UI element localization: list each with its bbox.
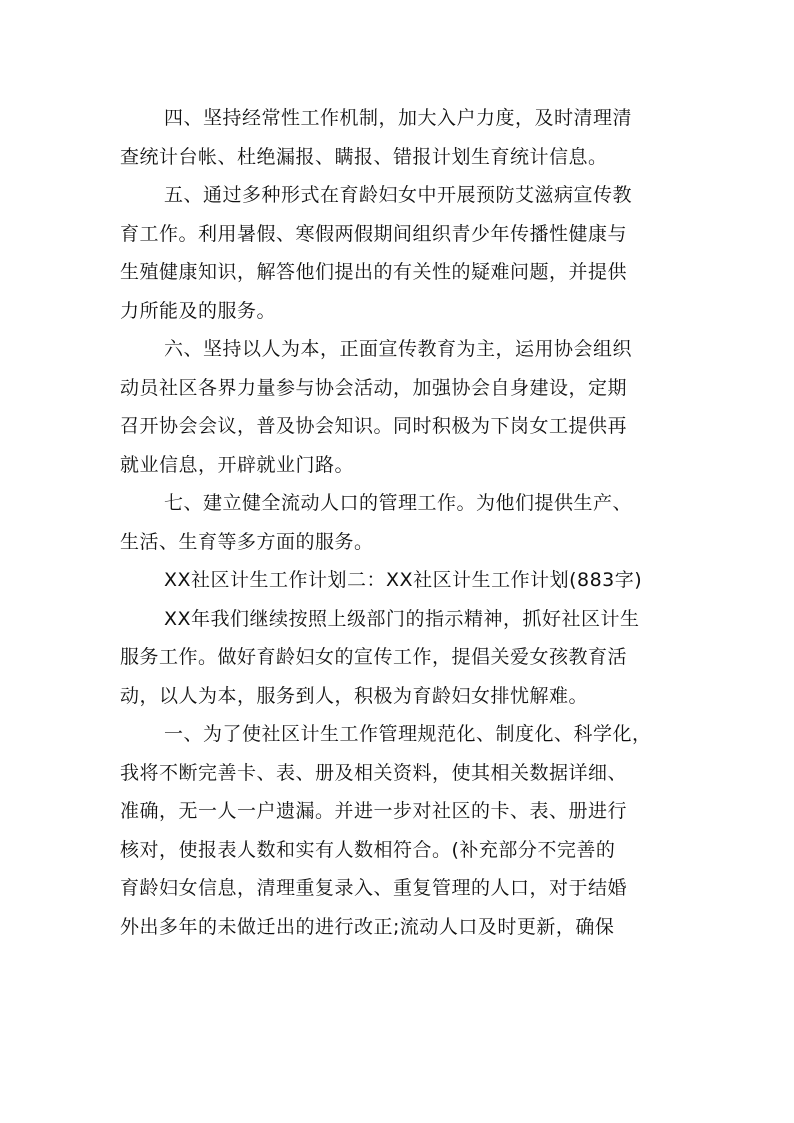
paragraph-line: 育工作。利用暑假、寒假两假期间组织青少年传播性健康与 <box>120 222 628 245</box>
paragraph-line: 外出多年的未做迁出的进行改正;流动人口及时更新，确保 <box>120 915 615 938</box>
document-body <box>120 99 680 946</box>
paragraph-line: 四、坚持经常性工作机制，加大入户力度，及时清理清 <box>164 107 633 129</box>
paragraph-line: 我将不断完善卡、表、册及相关资料，使其相关数据详细、 <box>120 761 628 784</box>
paragraph-line: 五、通过多种形式在育龄妇女中开展预防艾滋病宣传教 <box>164 184 633 206</box>
paragraph-line: 动，以人为本，服务到人，积极为育龄妇女排忧解难。 <box>120 684 589 707</box>
paragraph-line: 准确，无一人一户遗漏。并进一步对社区的卡、表、册进行 <box>120 800 628 822</box>
paragraph-line: 服务工作。做好育龄妇女的宣传工作，提倡关爱女孩教育活 <box>120 646 628 668</box>
paragraph-line: 就业信息，开辟就业门路。 <box>120 453 355 476</box>
paragraph-line: 动员社区各界力量参与协会活动，加强协会自身建设，定期 <box>120 376 628 399</box>
paragraph-line: 查统计台帐、杜绝漏报、瞒报、错报计划生育统计信息。 <box>120 145 608 168</box>
paragraph-line: 生殖健康知识，解答他们提出的有关性的疑难问题，并提供 <box>120 261 628 283</box>
paragraph-line: 核对，使报表人数和实有人数相符合。(补充部分不完善的 <box>120 838 616 861</box>
paragraph-line: 七、建立健全流动人口的管理工作。为他们提供生产、 <box>164 492 633 514</box>
paragraph-line: 一、为了使社区计生工作管理规范化、制度化、科学化， <box>164 723 652 745</box>
paragraph-line: 六、坚持以人为本，正面宣传教育为主，运用协会组织 <box>164 338 633 360</box>
paragraph-line: 育龄妇女信息，清理重复录入、重复管理的人口，对于结婚 <box>120 877 628 899</box>
section-title: XX社区计生工作计划二：XX社区计生工作计划(883字) <box>164 569 643 591</box>
paragraph-line: XX年我们继续按照上级部门的指示精神，抓好社区计生 <box>164 607 640 630</box>
paragraph-line: 召开协会会议，普及协会知识。同时积极为下岗女工提供再 <box>120 415 628 437</box>
paragraph-line: 生活、生育等多方面的服务。 <box>120 530 374 553</box>
paragraph-line: 力所能及的服务。 <box>120 299 277 322</box>
